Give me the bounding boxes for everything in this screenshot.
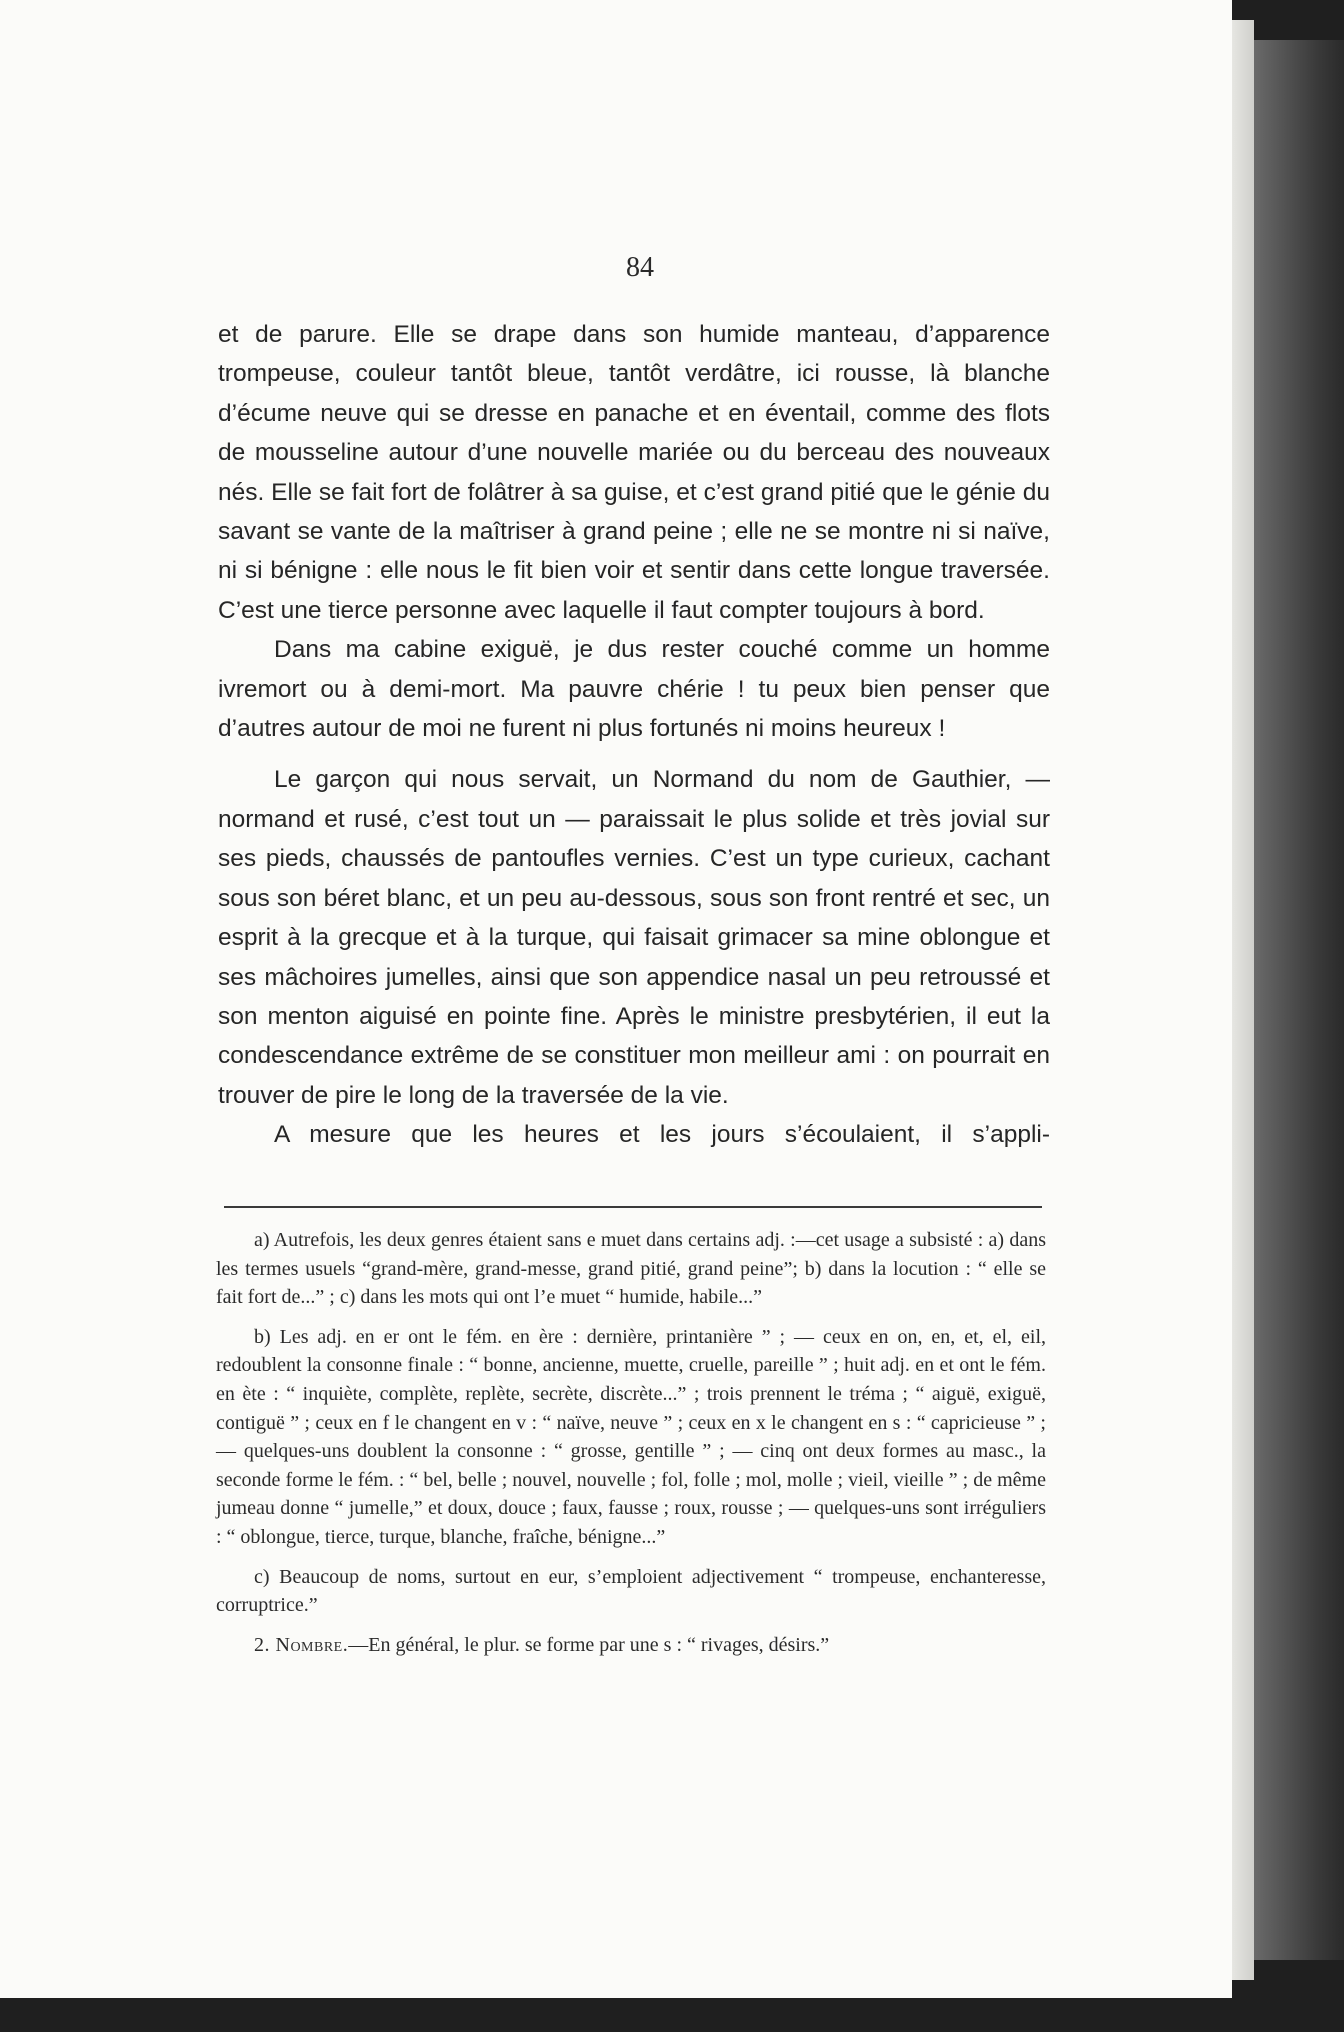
paragraph-2: Dans ma cabine exiguë, je dus rester couché comme un homme ivremort ou à demi-mort. Ma pauvre chérie ! tu peux bien penser que d’autres autour de moi ne furent ni plus fortunés ni moins heureux !	[218, 636, 1050, 743]
page-gutter	[1232, 20, 1254, 1980]
paragraph-4: A mesure que les heures et les jours s’écoulaient, il s’appli-	[274, 1121, 1050, 1149]
section-text: —En général, le plur. se forme par une s : “ rivages, désirs.”	[348, 1633, 830, 1656]
footnotes	[216, 1226, 1046, 1670]
page-number: 84	[626, 252, 654, 283]
body-text	[218, 315, 1050, 1155]
footnote-a: a) Autrefois, les deux genres étaient sans e muet dans certains adj. :—cet usage a subsisté : a) dans les termes usuels “grand-mère, grand-messe, grand pitié, grand peine”; b) dans la locution : “ elle se fait fort de...” ; c) dans les mots qui ont l’e muet “ humide, habile...”	[216, 1229, 1046, 1309]
footnote-section-2	[216, 1631, 1046, 1660]
footnote-b: b) Les adj. en er ont le fém. en ère : dernière, printanière ” ; — ceux en on, en, et, el, eil, redoublent la consonne finale : “ bonne, ancienne, muette, cruelle, pareille ” ; huit adj. en et ont le fém. en ète : “ inquiète, complète, replète, secrète, discrète...” ; trois prennent le tréma ; “ aiguë, exiguë, contiguë ” ; ceux en f le changent en v : “ naïve, neuve ” ; ceux en x le changent en s : “ capricieuse ” ; — quelques-uns doublent la consonne : “ grosse, gentille ” ; — cinq ont deux formes au masc., la seconde forme le fém. : “ bel, belle ; nouvel, nouvelle ; fol, folle ; mol, molle ; vieil, vieille ” ; de même jumeau donne “ jumelle,” et doux, douce ; faux, fausse ; roux, rousse ; — quelques-uns sont irréguliers : “ oblongue, tierce, turque, blanche, fraîche, bénigne...”	[216, 1325, 1046, 1548]
footnote-c: c) Beaucoup de noms, surtout en eur, s’emploient adjectivement “ trompeuse, enchanteresse, corruptrice.”	[216, 1565, 1046, 1617]
paragraph-1: et de parure. Elle se drape dans son humide manteau, d’apparence trompeuse, couleur tantôt bleue, tantôt verdâtre, ici rousse, là blanche d’écume neuve qui se dresse en panache et en éventail, comme des flots de mousseline autour d’une nouvelle mariée ou du berceau des nouveaux nés. Elle se fait fort de folâtrer à sa guise, et c’est grand pitié que le génie du savant se vante de la maîtriser à grand peine ; elle ne se montre ni si naïve, ni si bénigne : elle nous le fit bien voir et sentir dans cette longue traversée. C’est une tierce personne avec laquelle il faut compter toujours à bord.	[218, 321, 1050, 624]
section-label: 2. Nombre.	[254, 1633, 349, 1656]
footnote-divider	[224, 1206, 1042, 1208]
paragraph-3: Le garçon qui nous servait, un Normand du nom de Gauthier, — normand et rusé, c’est tout un — paraissait le plus solide et très jovial sur ses pieds, chaussés de pantoufles vernies. C’est un type curieux, cachant sous son béret blanc, et un peu au-dessous, sous son front rentré et sec, un esprit à la grecque et à la turque, qui faisait grimacer sa mine oblongue et ses mâchoires jumelles, ainsi que son appendice nasal un peu retroussé et son menton aiguisé en pointe fine. Après le ministre presbytérien, il eut la condescendance extrême de se constituer mon meilleur ami : on pourrait en trouver de pire le long de la traversée de la vie.	[218, 766, 1050, 1109]
book-edge	[1254, 40, 1344, 1960]
